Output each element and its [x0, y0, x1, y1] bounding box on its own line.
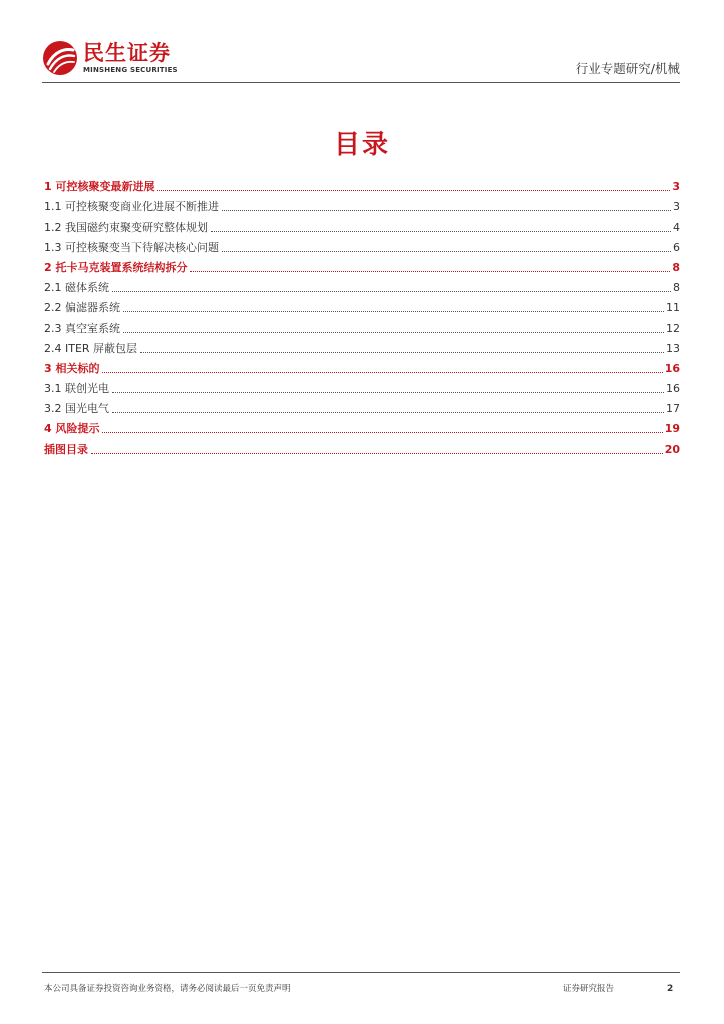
toc-entry[interactable] — [44, 275, 680, 295]
toc-entry-page: 11 — [666, 301, 680, 315]
toc-leader-dots — [123, 332, 664, 333]
toc-entry-page: 17 — [666, 402, 680, 416]
toc-entry-label: 1.1 可控核聚变商业化进展不断推进 — [44, 200, 219, 214]
toc-entry-page: 3 — [672, 180, 680, 194]
toc-entry[interactable] — [44, 295, 680, 315]
toc-leader-dots — [123, 311, 664, 312]
toc-entry-label: 1.2 我国磁约束聚变研究整体规划 — [44, 220, 208, 234]
toc-entry-label: 4 风险提示 — [44, 422, 100, 436]
toc-entry-page: 6 — [673, 240, 680, 254]
brand-name-cn: 民生证券 — [83, 41, 171, 65]
footer-divider — [42, 972, 680, 973]
toc-entry-label: 插图目录 — [44, 442, 88, 456]
page-header — [0, 0, 724, 90]
footer-disclaimer: 本公司具备证券投资咨询业务资格，请务必阅读最后一页免责声明 — [44, 984, 291, 994]
toc-entry[interactable] — [44, 255, 680, 275]
toc-entry[interactable] — [44, 235, 680, 255]
toc-entry-label: 3 相关标的 — [44, 361, 100, 375]
toc-entry-page: 16 — [664, 361, 680, 375]
toc-leader-dots — [112, 412, 664, 413]
toc-entry-label: 2.4 ITER 屏蔽包层 — [44, 341, 138, 355]
toc-leader-dots — [102, 372, 662, 373]
toc-leader-dots — [91, 453, 663, 454]
toc-entry[interactable] — [44, 376, 680, 396]
toc-leader-dots — [102, 432, 662, 433]
toc-entry-page: 3 — [673, 200, 680, 214]
toc-entry-page: 8 — [672, 260, 680, 274]
toc-entry-page: 8 — [673, 281, 680, 295]
brand-name-en: MINSHENG SECURITIES — [83, 66, 178, 74]
toc-entry[interactable] — [44, 436, 680, 456]
toc-leader-dots — [112, 392, 664, 393]
toc-entry-label: 3.1 联创光电 — [44, 382, 109, 396]
toc-entry-label: 3.2 国光电气 — [44, 402, 109, 416]
toc-entry-page: 16 — [666, 382, 680, 396]
toc-entry-label: 1 可控核聚变最新进展 — [44, 180, 155, 194]
toc-leader-dots — [222, 210, 671, 211]
toc-leader-dots — [112, 291, 671, 292]
minsheng-logo-icon — [42, 40, 78, 76]
footer-report-type: 证券研究报告 — [563, 984, 615, 994]
table-of-contents — [44, 174, 680, 457]
toc-entry-label: 1.3 可控核聚变当下待解决核心问题 — [44, 240, 219, 254]
toc-entry-page: 12 — [666, 321, 680, 335]
toc-entry-label: 2.2 偏滤器系统 — [44, 301, 120, 315]
toc-entry-page: 13 — [666, 341, 680, 355]
toc-leader-dots — [211, 231, 671, 232]
toc-leader-dots — [140, 352, 664, 353]
report-category: 行业专题研究/机械 — [575, 61, 680, 76]
toc-leader-dots — [222, 251, 671, 252]
toc-entry-label: 2 托卡马克装置系统结构拆分 — [44, 260, 188, 274]
toc-entry[interactable] — [44, 194, 680, 214]
toc-leader-dots — [157, 190, 670, 191]
toc-entry[interactable] — [44, 336, 680, 356]
toc-entry[interactable] — [44, 416, 680, 436]
toc-entry[interactable] — [44, 174, 680, 194]
toc-entry-page: 4 — [673, 220, 680, 234]
toc-entry-label: 2.1 磁体系统 — [44, 281, 109, 295]
toc-entry[interactable] — [44, 396, 680, 416]
toc-entry[interactable] — [44, 214, 680, 234]
toc-leader-dots — [190, 271, 670, 272]
header-divider — [42, 82, 680, 83]
toc-title: 目录 — [333, 130, 390, 160]
toc-entry-page: 20 — [664, 442, 680, 456]
toc-entry[interactable] — [44, 315, 680, 335]
toc-entry-page: 19 — [664, 422, 680, 436]
toc-entry[interactable] — [44, 356, 680, 376]
toc-entry-label: 2.3 真空室系统 — [44, 321, 120, 335]
footer-page-number: 2 — [667, 984, 674, 994]
